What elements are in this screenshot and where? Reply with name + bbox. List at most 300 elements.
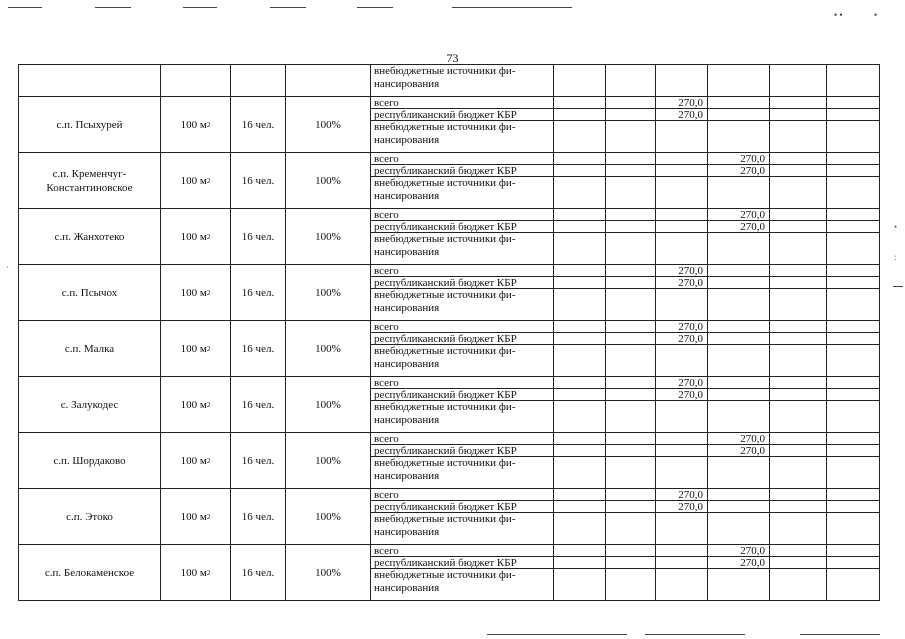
empty-cell <box>769 176 826 208</box>
funding-source-label: всего <box>374 321 399 332</box>
area-cell <box>160 432 230 488</box>
area-cell <box>160 544 230 600</box>
percent-value: 100% <box>315 118 341 131</box>
percent-value: 100% <box>315 566 341 579</box>
funding-source-label: нансирования <box>374 358 440 370</box>
percent-value: 100% <box>315 286 341 299</box>
empty-cell <box>605 488 655 500</box>
empty-cell <box>826 456 879 488</box>
funding-source-label: внебюджетные источники фи- <box>374 289 516 301</box>
empty-cell <box>655 164 707 176</box>
amount-value: 270,0 <box>678 277 703 288</box>
percent-cell <box>285 432 370 488</box>
empty-cell <box>553 456 605 488</box>
amount-cell <box>707 556 769 568</box>
funding-source-label: республиканский бюджет КБР <box>374 389 517 400</box>
percent-value: 100% <box>315 230 341 243</box>
empty-cell <box>605 96 655 108</box>
funding-source-cell <box>370 288 553 320</box>
empty-cell <box>553 120 605 152</box>
empty-cell <box>826 232 879 264</box>
amount-value: 270,0 <box>740 433 765 444</box>
amount-cell <box>655 376 707 388</box>
area-value: 100 м <box>180 342 207 355</box>
funding-source-label: всего <box>374 433 399 444</box>
empty-cell <box>655 220 707 232</box>
amount-value: 270,0 <box>740 221 765 232</box>
empty-cell <box>826 176 879 208</box>
page-number: 73 <box>446 51 459 65</box>
funding-source-cell <box>370 332 553 344</box>
empty-cell <box>826 152 879 164</box>
empty-cell <box>553 488 605 500</box>
empty-cell <box>707 332 769 344</box>
empty-cell <box>707 568 769 600</box>
empty-cell <box>605 444 655 456</box>
amount-cell <box>655 276 707 288</box>
empty-cell <box>553 164 605 176</box>
empty-cell <box>605 432 655 444</box>
empty-cell <box>769 544 826 556</box>
funding-source-label: нансирования <box>374 526 440 538</box>
empty-cell <box>605 388 655 400</box>
people-cell <box>230 96 285 152</box>
funding-source-cell <box>370 544 553 556</box>
empty-cell <box>655 344 707 376</box>
empty-cell <box>655 544 707 556</box>
empty-cell <box>769 444 826 456</box>
people-value: 16 чел. <box>241 454 275 467</box>
people-cell <box>230 264 285 320</box>
empty-cell <box>707 120 769 152</box>
scan-line <box>95 7 131 8</box>
scan-speck: • <box>874 10 878 20</box>
empty-cell <box>707 456 769 488</box>
empty-cell <box>655 432 707 444</box>
percent-cell <box>285 264 370 320</box>
empty-cell <box>769 500 826 512</box>
funding-source-cell <box>370 208 553 220</box>
empty-cell <box>769 556 826 568</box>
funding-source-cell <box>370 264 553 276</box>
funding-source-cell <box>370 120 553 152</box>
people-cell <box>230 488 285 544</box>
funding-source-label: нансирования <box>374 582 440 594</box>
amount-cell <box>655 108 707 120</box>
scan-line <box>487 634 627 635</box>
empty-cell <box>769 232 826 264</box>
funding-source-label: нансирования <box>374 414 440 426</box>
empty-cell <box>707 276 769 288</box>
settlement-name-text: с.п. Кременчуг-Константиновское <box>46 167 133 194</box>
empty-cell <box>826 432 879 444</box>
empty-cell <box>826 568 879 600</box>
empty-cell <box>553 320 605 332</box>
funding-source-label: внебюджетные источники фи- <box>374 569 516 581</box>
area-cell <box>160 96 230 152</box>
empty-cell <box>605 332 655 344</box>
empty-cell <box>826 264 879 276</box>
empty-cell <box>655 288 707 320</box>
settlement-name-text: с. Залукодес <box>60 398 119 411</box>
area-unit-superscript: 2 <box>206 232 211 241</box>
empty-cell <box>707 376 769 388</box>
settlement-name <box>18 544 160 600</box>
amount-value: 270,0 <box>740 445 765 456</box>
empty-cell <box>769 320 826 332</box>
empty-cell <box>655 64 707 96</box>
scan-line <box>800 634 880 635</box>
settlement-name <box>18 264 160 320</box>
empty-cell <box>826 444 879 456</box>
area-unit-superscript: 2 <box>206 176 211 185</box>
people-value: 16 чел. <box>241 398 275 411</box>
funding-source-cell <box>370 96 553 108</box>
area-value: 100 м <box>180 566 207 579</box>
empty-cell <box>655 232 707 264</box>
empty-cell <box>769 388 826 400</box>
empty-cell <box>769 64 826 96</box>
amount-cell <box>655 388 707 400</box>
people-value: 16 чел. <box>241 342 275 355</box>
empty-cell <box>769 400 826 432</box>
empty-cell <box>769 332 826 344</box>
amount-value: 270,0 <box>740 557 765 568</box>
empty-cell <box>605 264 655 276</box>
funding-source-label: всего <box>374 377 399 388</box>
funding-source-label: всего <box>374 265 399 276</box>
empty-cell <box>553 500 605 512</box>
funding-source-cell <box>370 220 553 232</box>
funding-source-label: всего <box>374 97 399 108</box>
empty-cell <box>769 164 826 176</box>
people-value: 16 чел. <box>241 566 275 579</box>
empty-cell <box>605 344 655 376</box>
people-value: 16 чел. <box>241 230 275 243</box>
funding-source-label: республиканский бюджет КБР <box>374 333 517 344</box>
settlement-name <box>18 432 160 488</box>
empty-cell <box>553 444 605 456</box>
funding-source-cell <box>370 400 553 432</box>
settlement-name <box>18 152 160 208</box>
empty-cell <box>769 96 826 108</box>
area-unit-superscript: 2 <box>206 344 211 353</box>
people-value: 16 чел. <box>241 286 275 299</box>
settlement-name-text: с.п. Белокаменское <box>44 566 135 579</box>
empty-cell <box>707 176 769 208</box>
settlement-name <box>18 320 160 376</box>
percent-cell <box>285 376 370 432</box>
scan-line <box>893 286 903 287</box>
empty-cell <box>826 400 879 432</box>
funding-source-cell <box>370 276 553 288</box>
empty-cell <box>769 152 826 164</box>
amount-cell <box>707 208 769 220</box>
empty-cell <box>655 444 707 456</box>
empty-cell <box>707 488 769 500</box>
area-value: 100 м <box>180 230 207 243</box>
empty-cell <box>769 456 826 488</box>
empty-cell <box>769 288 826 320</box>
empty-cell <box>605 456 655 488</box>
empty-cell <box>553 152 605 164</box>
scan-speck: · <box>6 262 9 272</box>
empty-cell <box>655 120 707 152</box>
empty-cell <box>707 64 769 96</box>
funding-source-label: нансирования <box>374 190 440 202</box>
funding-source-label: внебюджетные источники фи- <box>374 401 516 413</box>
scan-speck: • • <box>834 10 843 20</box>
empty-cell <box>553 264 605 276</box>
amount-value: 270,0 <box>740 209 765 220</box>
funding-source-label: внебюджетные источники фи- <box>374 121 516 133</box>
funding-source-label: республиканский бюджет КБР <box>374 277 517 288</box>
area-cell <box>160 376 230 432</box>
empty-cell <box>605 320 655 332</box>
funding-source-label: внебюджетные источники фи- <box>374 65 516 77</box>
scan-line <box>270 7 306 8</box>
empty-cell <box>553 108 605 120</box>
empty-cell <box>553 288 605 320</box>
empty-cell <box>769 376 826 388</box>
empty-cell <box>605 512 655 544</box>
people-value: 16 чел. <box>241 510 275 523</box>
empty-cell <box>707 512 769 544</box>
empty-cell <box>826 500 879 512</box>
people-cell <box>230 376 285 432</box>
settlement-name <box>18 96 160 152</box>
settlement-name-text: с.п. Псычох <box>61 286 118 299</box>
empty-cell <box>605 288 655 320</box>
empty-cell <box>553 432 605 444</box>
empty-cell <box>769 208 826 220</box>
empty-cell <box>769 276 826 288</box>
funding-source-label: внебюджетные источники фи- <box>374 233 516 245</box>
funding-source-cell <box>370 500 553 512</box>
empty-cell <box>826 220 879 232</box>
empty-cell <box>769 264 826 276</box>
funding-source-label: всего <box>374 153 399 164</box>
empty-cell <box>769 120 826 152</box>
settlement-name-text: с.п. Малка <box>64 342 115 355</box>
amount-value: 270,0 <box>740 545 765 556</box>
empty-cell <box>655 152 707 164</box>
empty-cell <box>769 512 826 544</box>
empty-cell <box>826 556 879 568</box>
funding-source-label: нансирования <box>374 134 440 146</box>
empty-cell <box>553 276 605 288</box>
empty-cell <box>605 568 655 600</box>
empty-cell <box>553 556 605 568</box>
empty-cell <box>655 208 707 220</box>
funding-source-cell <box>370 376 553 388</box>
amount-cell <box>655 500 707 512</box>
amount-value: 270,0 <box>678 489 703 500</box>
funding-source-label: республиканский бюджет КБР <box>374 557 517 568</box>
empty-cell <box>605 64 655 96</box>
empty-cell <box>553 64 605 96</box>
amount-value: 270,0 <box>678 97 703 108</box>
funding-source-cell <box>370 232 553 264</box>
empty-cell <box>605 152 655 164</box>
percent-cell <box>285 96 370 152</box>
area-cell <box>160 264 230 320</box>
amount-value: 270,0 <box>678 377 703 388</box>
amount-cell <box>707 444 769 456</box>
empty-cell <box>605 120 655 152</box>
empty-cell <box>553 344 605 376</box>
empty-cell <box>553 512 605 544</box>
empty-cell <box>605 400 655 432</box>
people-cell <box>230 544 285 600</box>
empty-cell <box>160 64 230 96</box>
empty-cell <box>605 208 655 220</box>
settlement-name-text: с.п. Этоко <box>66 510 113 523</box>
people-value: 16 чел. <box>241 174 275 187</box>
empty-cell <box>655 456 707 488</box>
funding-source-cell <box>370 164 553 176</box>
scan-line <box>645 634 745 635</box>
empty-cell <box>605 232 655 264</box>
amount-cell <box>655 264 707 276</box>
area-cell <box>160 208 230 264</box>
empty-cell <box>18 64 160 96</box>
funding-source-label: внебюджетные источники фи- <box>374 177 516 189</box>
percent-cell <box>285 488 370 544</box>
empty-cell <box>707 108 769 120</box>
empty-cell <box>285 64 370 96</box>
empty-cell <box>826 164 879 176</box>
settlement-name-text: с.п. Шордаково <box>53 454 126 467</box>
empty-cell <box>553 376 605 388</box>
empty-cell <box>826 108 879 120</box>
empty-cell <box>230 64 285 96</box>
funding-source-label: нансирования <box>374 246 440 258</box>
empty-cell <box>826 208 879 220</box>
empty-cell <box>553 220 605 232</box>
area-unit-superscript: 2 <box>206 288 211 297</box>
empty-cell <box>655 556 707 568</box>
area-unit-superscript: 2 <box>206 400 211 409</box>
empty-cell <box>826 344 879 376</box>
funding-source-label: республиканский бюджет КБР <box>374 221 517 232</box>
area-value: 100 м <box>180 286 207 299</box>
percent-cell <box>285 544 370 600</box>
funding-source-label: нансирования <box>374 78 440 90</box>
amount-cell <box>707 164 769 176</box>
empty-cell <box>826 320 879 332</box>
empty-cell <box>707 400 769 432</box>
empty-cell <box>553 400 605 432</box>
empty-cell <box>707 96 769 108</box>
funding-source-label: всего <box>374 489 399 500</box>
empty-cell <box>553 544 605 556</box>
empty-cell <box>553 332 605 344</box>
empty-cell <box>605 176 655 208</box>
funding-source-cell <box>370 388 553 400</box>
funding-source-label: внебюджетные источники фи- <box>374 513 516 525</box>
amount-value: 270,0 <box>678 501 703 512</box>
empty-cell <box>769 488 826 500</box>
people-cell <box>230 152 285 208</box>
empty-cell <box>826 120 879 152</box>
empty-cell <box>826 544 879 556</box>
scan-line <box>8 7 42 8</box>
settlement-name-text: с.п. Псыхурей <box>56 118 123 131</box>
funding-source-label: всего <box>374 545 399 556</box>
people-cell <box>230 320 285 376</box>
funding-source-label: республиканский бюджет КБР <box>374 109 517 120</box>
funding-source-label: нансирования <box>374 302 440 314</box>
empty-cell <box>605 500 655 512</box>
empty-cell <box>605 164 655 176</box>
area-unit-superscript: 2 <box>206 568 211 577</box>
area-cell <box>160 320 230 376</box>
empty-cell <box>769 108 826 120</box>
area-value: 100 м <box>180 174 207 187</box>
area-cell <box>160 488 230 544</box>
funding-source-cell <box>370 344 553 376</box>
funding-source-cell <box>370 456 553 488</box>
amount-value: 270,0 <box>678 333 703 344</box>
scan-speck: • <box>894 222 898 232</box>
empty-cell <box>605 276 655 288</box>
empty-cell <box>553 232 605 264</box>
funding-source-label: нансирования <box>374 470 440 482</box>
empty-cell <box>655 400 707 432</box>
percent-cell <box>285 320 370 376</box>
empty-cell <box>605 220 655 232</box>
empty-cell <box>826 64 879 96</box>
people-value: 16 чел. <box>241 118 275 131</box>
empty-cell <box>826 512 879 544</box>
funding-source-cell <box>370 488 553 500</box>
funding-source-cell <box>370 444 553 456</box>
funding-source-label: внебюджетные источники фи- <box>374 345 516 357</box>
funding-source-cell <box>370 64 553 96</box>
amount-value: 270,0 <box>678 321 703 332</box>
table-border <box>879 64 880 601</box>
funding-source-cell <box>370 176 553 208</box>
funding-source-label: внебюджетные источники фи- <box>374 457 516 469</box>
empty-cell <box>655 568 707 600</box>
empty-cell <box>707 344 769 376</box>
empty-cell <box>553 96 605 108</box>
amount-value: 270,0 <box>678 109 703 120</box>
area-value: 100 м <box>180 118 207 131</box>
amount-cell <box>655 320 707 332</box>
area-value: 100 м <box>180 510 207 523</box>
empty-cell <box>605 108 655 120</box>
scan-line <box>357 7 393 8</box>
table-border <box>18 600 880 601</box>
amount-cell <box>707 152 769 164</box>
scan-speck: : <box>894 252 897 262</box>
settlement-name <box>18 488 160 544</box>
amount-cell <box>707 220 769 232</box>
empty-cell <box>655 176 707 208</box>
percent-value: 100% <box>315 454 341 467</box>
funding-source-cell <box>370 432 553 444</box>
funding-source-label: республиканский бюджет КБР <box>374 165 517 176</box>
empty-cell <box>605 376 655 388</box>
amount-cell <box>707 544 769 556</box>
percent-value: 100% <box>315 398 341 411</box>
scan-line <box>452 7 572 8</box>
amount-cell <box>655 488 707 500</box>
settlement-name-text: с.п. Жанхотеко <box>54 230 125 243</box>
funding-source-cell <box>370 568 553 600</box>
